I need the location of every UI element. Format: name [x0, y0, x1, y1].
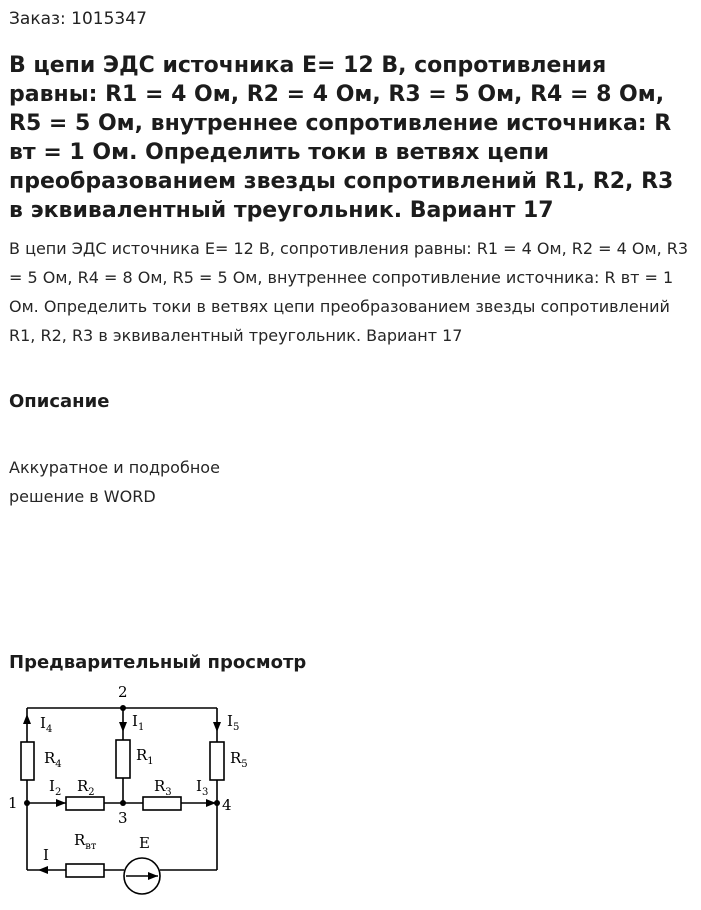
- resistor-label-r3: $R_3$: [154, 777, 172, 798]
- resistor-label-rvt: $R_{вт}$: [74, 831, 97, 852]
- current-label-i5: $I_5$: [227, 712, 240, 733]
- current-label-i3: $I_3$: [196, 777, 209, 798]
- node-label-2: 2: [118, 683, 128, 701]
- page-title: В цепи ЭДС источника E= 12 В, сопротивления равны: R1 = 4 Ом, R2 = 4 Ом, R3 = 5 Ом, R4 = 8 Ом, R5 = 5 Ом, внутреннее сопротивление источника: R вт = 1 Ом. Определить токи в ветвях цепи преобразованием звезды сопротивлений R1, R2, R3 в эквивалентный треугольник. Вариант 17: [9, 53, 674, 223]
- order-number: Заказ: 1015347: [9, 9, 147, 29]
- current-label-i1: $I_1$: [132, 712, 145, 733]
- resistor-label-r1: $R_1$: [136, 746, 154, 767]
- resistor-rvt: [66, 864, 104, 877]
- resistor-r3: [143, 797, 181, 810]
- resistor-r2: [66, 797, 104, 810]
- task-text: В цепи ЭДС источника E= 12 В, сопротивления равны: R1 = 4 Ом, R2 = 4 Ом, R3 = 5 Ом, R4 = 8 Ом, R5 = 5 Ом, внутреннее сопротивление источника: R вт = 1 Ом. Определить токи в ветвях цепи преобразованием звезды сопротивлений R1, R2, R3 в эквивалентный треугольник. Вариант 17: [9, 239, 689, 345]
- current-label-i2: $I_2$: [49, 777, 62, 798]
- resistor-r5: [210, 742, 224, 780]
- current-label-i: I: [43, 846, 49, 864]
- description-heading: Описание: [9, 391, 110, 412]
- circuit-diagram: [0, 680, 280, 895]
- emf-label: E: [139, 834, 150, 852]
- current-label-i4: $I_4$: [40, 714, 53, 735]
- node-label-4: 4: [222, 796, 232, 814]
- description-text: [9, 453, 309, 511]
- node-label-3: 3: [118, 809, 128, 827]
- node-label-1: 1: [8, 794, 18, 812]
- description-line: решение в WORD: [9, 487, 156, 506]
- resistor-label-r4: $R_4$: [44, 749, 62, 770]
- resistor-r4: [21, 742, 34, 780]
- resistor-r1: [116, 740, 130, 778]
- resistor-label-r2: $R_2$: [77, 777, 95, 798]
- description-line: Аккуратное и подробное: [9, 458, 220, 477]
- resistor-label-r5: $R_5$: [230, 749, 248, 770]
- preview-heading: Предварительный просмотр: [9, 652, 307, 673]
